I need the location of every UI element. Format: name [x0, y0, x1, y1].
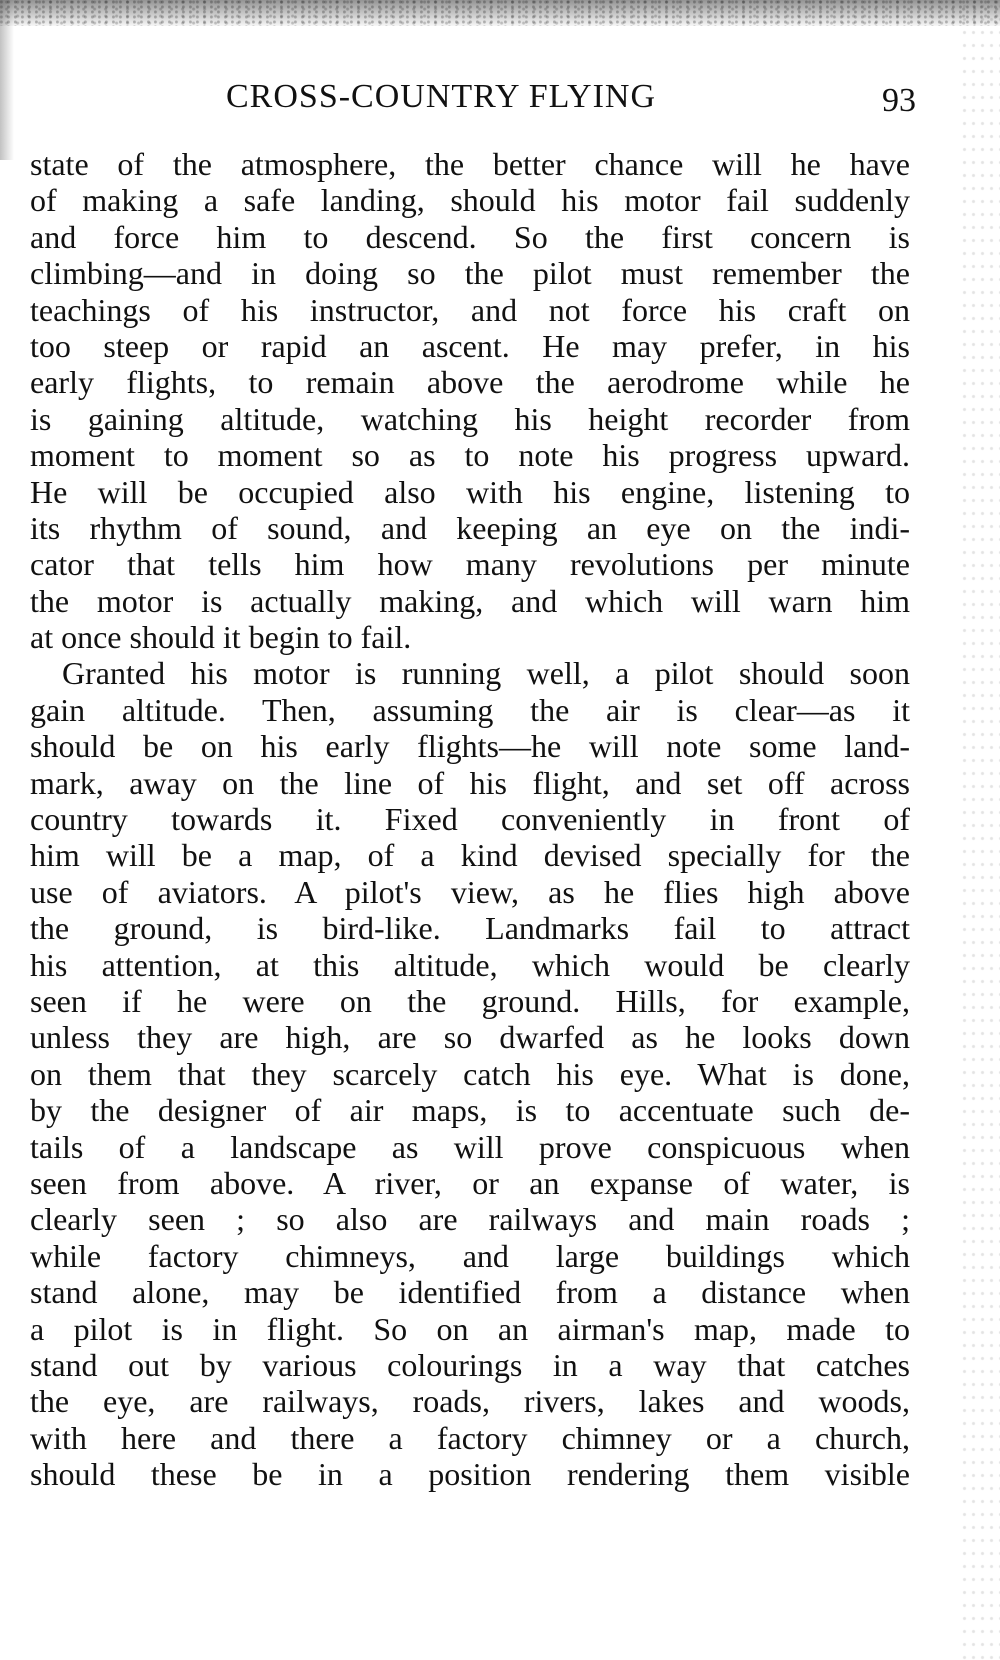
text-line: country towards it. Fixed conveniently in front of [30, 801, 910, 838]
text-line: on them that they scarcely catch his eye. What is done, [30, 1055, 910, 1092]
running-head: CROSS-COUNTRY FLYING [226, 78, 657, 115]
text-line: him will be a map, of a kind devised specially for the [30, 837, 910, 874]
text-line: too steep or rapid an ascent. He may prefer, in his [30, 327, 910, 364]
text-line: its rhythm of sound, and keeping an eye on the indi- [30, 509, 910, 546]
scan-edge-right [960, 0, 1000, 1660]
text-line: mark, away on the line of his flight, and set off across [30, 764, 910, 801]
text-line: with here and there a factory chimney or a church, [30, 1419, 910, 1456]
text-line: stand out by various colourings in a way that catches [30, 1346, 910, 1383]
body-text [30, 146, 910, 1492]
text-line: a pilot is in flight. So on an airman's map, made to [30, 1310, 910, 1347]
text-line: cator that tells him how many revolutions per minute [30, 546, 910, 583]
text-line: tails of a landscape as will prove conspicuous when [30, 1128, 910, 1165]
text-line: clearly seen ; so also are railways and main roads ; [30, 1201, 910, 1238]
text-line: He will be occupied also with his engine, listening to [30, 473, 910, 510]
text-line: climbing—and in doing so the pilot must remember the [30, 255, 910, 292]
text-line: gain altitude. Then, assuming the air is clear—as it [30, 691, 910, 728]
text-line: his attention, at this altitude, which would be clearly [30, 946, 910, 983]
paragraph-first-line: Granted his motor is running well, a pilot should soon [62, 655, 910, 692]
page-number: 93 [882, 82, 916, 119]
text-line: stand alone, may be identified from a distance when [30, 1274, 910, 1311]
text-line: unless they are high, are so dwarfed as he looks down [30, 1019, 910, 1056]
text-line: moment to moment so as to note his progress upward. [30, 437, 910, 474]
scan-edge-top [0, 0, 1000, 26]
text-line: of making a safe landing, should his motor fail suddenly [30, 182, 910, 219]
page-header [30, 78, 916, 122]
text-line: seen if he were on the ground. Hills, for example, [30, 982, 910, 1019]
text-line: the ground, is bird-like. Landmarks fail to attract [30, 910, 910, 947]
text-line: the eye, are railways, roads, rivers, lakes and woods, [30, 1383, 910, 1420]
scan-edge-left [0, 0, 14, 160]
text-line: should be on his early flights—he will note some land- [30, 728, 910, 765]
text-line: should these be in a position rendering them visible [30, 1456, 910, 1493]
text-line: and force him to descend. So the first concern is [30, 218, 910, 255]
text-line: by the designer of air maps, is to accentuate such de- [30, 1092, 910, 1129]
text-line: teachings of his instructor, and not force his craft on [30, 291, 910, 328]
text-line: state of the atmosphere, the better chance will he have [30, 146, 910, 182]
text-line: use of aviators. A pilot's view, as he flies high above [30, 873, 910, 910]
text-line: early flights, to remain above the aerodrome while he [30, 364, 910, 401]
text-line: seen from above. A river, or an expanse of water, is [30, 1164, 910, 1201]
text-line: while factory chimneys, and large buildings which [30, 1237, 910, 1274]
text-line: is gaining altitude, watching his height recorder from [30, 400, 910, 437]
paragraph-last-line: at once should it begin to fail. [30, 619, 412, 656]
text-line: the motor is actually making, and which will warn him [30, 582, 910, 619]
